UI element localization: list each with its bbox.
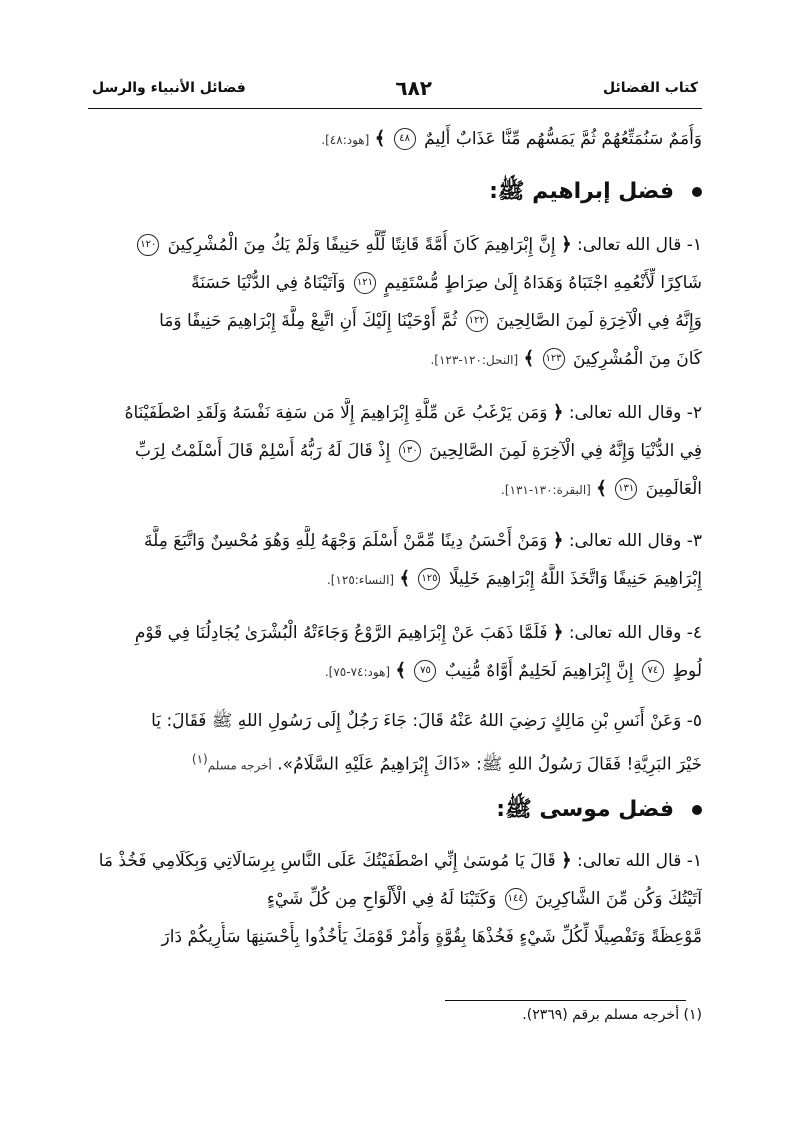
reference: [هود:٧٤-٧٥].	[324, 665, 391, 679]
quran-text: قَالَ يَا مُوسَىٰ إِنِّي اصْطَفَيْتُكَ عَلَى النَّاسِ بِرِسَالَاتِي وَبِكَلَامِي فَخُذْ مَا	[98, 851, 556, 871]
paragraph-line	[88, 564, 702, 595]
paragraph-line	[88, 618, 702, 648]
quran-text: شَاكِرًا لِّأَنْعُمِهِ اجْتَبَاهُ وَهَدَاهُ إِلَىٰ صِرَاطٍ مُّسْتَقِيمٍ	[384, 273, 702, 293]
quran-text: وَآتَيْنَاهُ فِي الدُّنْيَا حَسَنَةً	[191, 273, 346, 293]
paragraph-line	[88, 656, 702, 687]
quote-open: ﴿	[552, 622, 564, 643]
item-intro: ٣- وقال الله تعالى:	[568, 531, 702, 551]
quran-text: وَمَنْ أَحْسَنُ دِينًا مِّمَّنْ أَسْلَمَ وَجْهَهُ لِلَّهِ وَهُوَ مُحْسِنٌ وَاتَّبَعَ مِلَّةَ	[144, 531, 548, 551]
quran-text: إِنَّ إِبْرَاهِيمَ لَحَلِيمٌ أَوَّاهٌ مُّنِيبٌ	[444, 661, 634, 681]
quran-text: الْعَالَمِينَ	[645, 479, 702, 499]
quran-text: ثُمَّ أَوْحَيْنَا إِلَيْكَ أَنِ اتَّبِعْ مِلَّةَ إِبْرَاهِيمَ حَنِيفًا وَمَا	[159, 311, 458, 331]
paragraph-line	[88, 474, 702, 505]
heading-text: فضل إبراهيم ﷺ:	[489, 179, 674, 204]
quran-text: فِي الدُّنْيَا وَإِنَّهُ فِي الْآخِرَةِ لَمِنَ الصَّالِحِينَ	[429, 441, 702, 461]
quote-open: ﴿	[561, 850, 572, 871]
quran-text: آتَيْتُكَ وَكُن مِّنَ الشَّاكِرِينَ	[535, 889, 702, 909]
paragraph-line	[88, 526, 702, 556]
item-intro: ٤- وقال الله تعالى:	[568, 623, 702, 643]
paragraph-line	[88, 398, 702, 428]
source: أخرجه مسلم	[207, 758, 272, 773]
item-intro: ٢- وقال الله تعالى:	[568, 403, 702, 423]
quote-close: ﴾	[523, 348, 535, 369]
book-title: كتاب الفضائل	[603, 80, 698, 96]
reference: [هود:٤٨].	[321, 133, 370, 147]
quran-text: وَكَتَبْنَا لَهُ فِي الْأَلْوَاحِ مِن كُلِّ شَيْءٍ	[266, 889, 497, 909]
ayah-number: ٧٥	[414, 660, 436, 682]
quran-text: وَأُمَمٌ سَنُمَتِّعُهُمْ ثُمَّ يَمَسُّهُم مِّنَّا عَذَابٌ أَلِيمٌ	[424, 129, 702, 149]
ayah-number: ٧٤	[642, 660, 664, 682]
ayah-number: ١٢١	[354, 272, 376, 294]
paragraph-line	[88, 344, 702, 375]
heading-text: فضل موسى ﷺ:	[496, 797, 674, 822]
paragraph-line	[88, 436, 702, 466]
chapter-title: فضائل الأنبياء والرسل	[92, 80, 246, 96]
paragraph-line	[88, 922, 702, 952]
reference: [البقرة:١٣٠-١٣١].	[501, 483, 591, 497]
quran-text: فَلَمَّا ذَهَبَ عَنْ إِبْرَاهِيمَ الرَّوْعُ وَجَاءَتْهُ الْبُشْرَىٰ يُجَادِلُنَا فِي قَوْمِ	[134, 623, 548, 643]
hadith-text: ٥- وَعَنْ أَنَسِ بْنِ مَالِكٍ رَضِيَ اللهُ عَنْهُ قَالَ: جَاءَ رَجُلٌ إِلَى رَسُولِ اللهِ ﷺ فَقَالَ: يَا	[151, 711, 702, 731]
paragraph-line	[88, 230, 702, 260]
quote-open: ﴿	[561, 234, 572, 255]
bullet-icon	[692, 805, 702, 815]
quran-text: مَّوْعِظَةً وَتَفْصِيلًا لِّكُلِّ شَيْءٍ فَخُذْهَا بِقُوَّةٍ وَأْمُرْ قَوْمَكَ يَأْخُذُوا بِأَحْسَنِهَا سَأُرِيكُمْ دَارَ	[161, 927, 702, 947]
section-heading-ibrahim	[489, 174, 702, 210]
paragraph-line	[88, 744, 702, 781]
quran-text: إِذْ قَالَ لَهُ رَبُّهُ أَسْلِمْ قَالَ أَسْلَمْتُ لِرَبِّ	[134, 441, 391, 461]
ayah-number: ١٢٥	[418, 568, 440, 590]
footnote: (١) أخرجه مسلم برقم (٢٣٦٩).	[522, 1007, 702, 1023]
quote-open: ﴿	[552, 530, 564, 551]
ayah-number: ١٢٢	[466, 310, 488, 332]
paragraph-line	[88, 268, 702, 298]
ayah-number: ١٢٣	[543, 348, 565, 370]
quran-text: إِنَّ إِبْرَاهِيمَ كَانَ أُمَّةً قَانِتًا لِّلَّهِ حَنِيفًا وَلَمْ يَكُ مِنَ الْمُشْرِكِينَ	[167, 235, 556, 255]
ayah-number: ١٣٠	[399, 440, 421, 462]
quran-text: وَإِنَّهُ فِي الْآخِرَةِ لَمِنَ الصَّالِحِينَ	[496, 311, 702, 331]
footnote-ref[interactable]: (١)	[191, 752, 208, 766]
paragraph-line	[88, 706, 702, 736]
paragraph-line	[88, 846, 702, 876]
item-intro: ١- قال الله تعالى:	[577, 851, 702, 871]
quote-open: ﴿	[552, 402, 564, 423]
hadith-text: خَيْرَ البَرِيَّةِ! فَقَالَ رَسُولُ اللهِ ﷺ: «ذَاكَ إِبْرَاهِيمُ عَلَيْهِ السَّلَامُ».	[277, 754, 702, 775]
quote-close: ﴾	[395, 660, 407, 681]
ayah-number: ٤٨	[394, 128, 416, 150]
quran-text: وَمَن يَرْغَبُ عَن مِّلَّةِ إِبْرَاهِيمَ إِلَّا مَن سَفِهَ نَفْسَهُ وَلَقَدِ اصْطَفَيْنَاهُ	[124, 403, 548, 423]
footnote-divider	[445, 1000, 686, 1001]
page-number: ٦٨٢	[395, 76, 432, 100]
quote-close: ﴾	[399, 568, 411, 589]
ayah-number: ١٣١	[615, 478, 637, 500]
page-header	[88, 78, 702, 109]
item-intro: ١- قال الله تعالى:	[577, 235, 702, 255]
quran-text: كَانَ مِنَ الْمُشْرِكِينَ	[572, 349, 702, 369]
section-heading-musa	[496, 792, 702, 828]
reference: [النحل:١٢٠-١٢٣].	[430, 353, 519, 367]
ayah-number: ١٤٤	[505, 888, 527, 910]
reference: [النساء:١٢٥].	[326, 573, 395, 587]
quote-close: ﴾	[596, 478, 607, 499]
quran-text: إِبْرَاهِيمَ حَنِيفًا وَاتَّخَذَ اللَّهُ إِبْرَاهِيمَ خَلِيلًا	[448, 569, 702, 589]
verse-line	[88, 124, 702, 155]
paragraph-line	[88, 306, 702, 336]
ayah-number: ١٢٠	[137, 234, 159, 256]
paragraph-line	[88, 884, 702, 914]
bullet-icon	[692, 187, 702, 197]
quote-close: ﴾	[374, 128, 386, 149]
quran-text: لُوطٍ	[672, 661, 702, 681]
